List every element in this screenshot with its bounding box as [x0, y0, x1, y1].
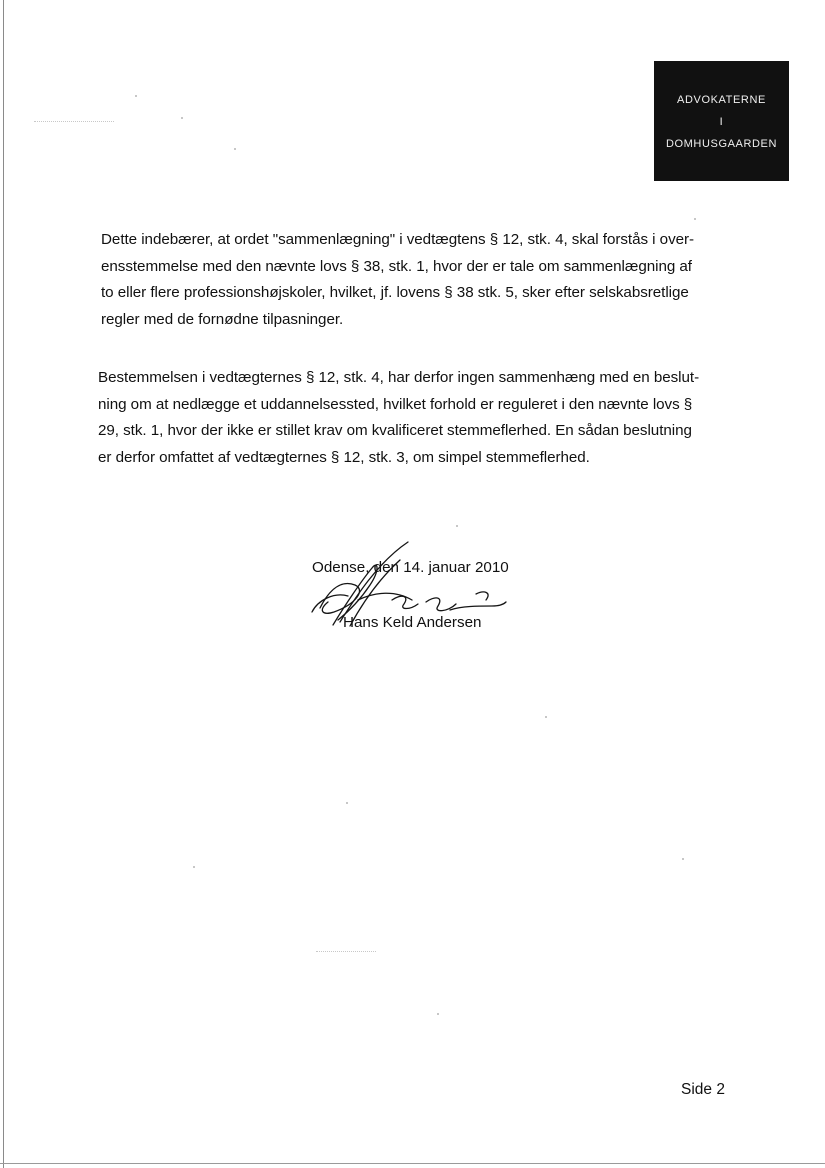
letterhead-firm-line-1: ADVOKATERNE — [677, 94, 766, 106]
handwritten-signature — [300, 540, 530, 640]
paragraph-line: to eller flere professionshøjskoler, hvilket, jf. lovens § 38 stk. 5, sker efter selskabsretlige — [101, 284, 689, 301]
signatory-name: Hans Keld Andersen — [343, 614, 482, 631]
paragraph-line: er derfor omfattet af vedtægternes § 12, stk. 3, om simpel stemmeflerhed. — [98, 448, 590, 466]
scan-speck — [456, 525, 458, 527]
scan-speck — [437, 1013, 439, 1015]
letterhead-firm-line-3: DOMHUSGAARDEN — [665, 138, 778, 150]
scan-artifact — [34, 121, 114, 122]
paragraph-line: regler med de fornødne tilpasninger. — [101, 310, 344, 328]
signature-place-date: Odense, den 14. januar 2010 — [312, 559, 509, 576]
scan-speck — [181, 117, 183, 119]
page-number: Side 2 — [681, 1081, 725, 1098]
scan-speck — [346, 802, 348, 804]
scan-edge-bottom — [0, 1163, 825, 1164]
scan-speck — [682, 858, 684, 860]
body-paragraph-2 — [98, 365, 699, 471]
scan-speck — [694, 218, 696, 220]
body-paragraph-1 — [101, 227, 694, 333]
scan-speck — [545, 716, 547, 718]
letterhead-logo — [654, 61, 789, 181]
paragraph-line: Dette indebærer, at ordet "sammenlægning" i vedtægtens § 12, stk. 4, skal forstås i over- — [101, 231, 695, 248]
scan-speck — [135, 95, 137, 97]
scan-edge-left — [3, 0, 4, 1168]
scan-artifact — [316, 951, 376, 952]
letterhead-firm-line-2: I — [719, 116, 724, 128]
scan-speck — [193, 866, 195, 868]
paragraph-line: Bestemmelsen i vedtægternes § 12, stk. 4, har derfor ingen sammenhæng med en beslut- — [98, 369, 700, 386]
paragraph-line: 29, stk. 1, hvor der ikke er stillet krav om kvalificeret stemmeflerhed. En sådan beslutning — [98, 422, 692, 439]
paragraph-line: ensstemmelse med den nævnte lovs § 38, stk. 1, hvor der er tale om sammenlægning af — [101, 257, 692, 275]
paragraph-line: ning om at nedlægge et uddannelsessted, hvilket forhold er reguleret i den nævnte lovs § — [98, 395, 693, 413]
scan-speck — [234, 148, 236, 150]
